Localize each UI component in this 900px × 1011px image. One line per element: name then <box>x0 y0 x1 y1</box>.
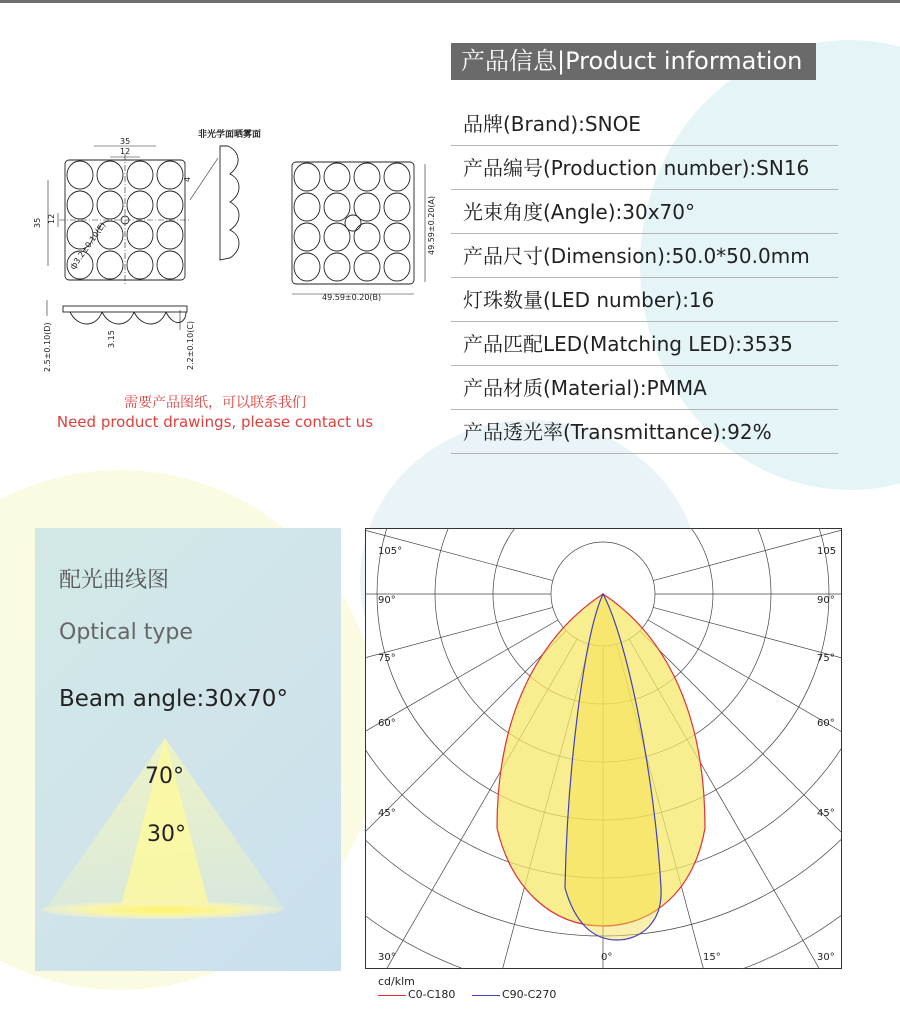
dim-12-side: 12 <box>47 213 56 224</box>
legend-item-c0-c180 <box>378 988 455 1001</box>
lens-outline <box>384 223 410 251</box>
info-row-matching-led: 产品匹配LED(Matching LED):3535 <box>451 322 838 366</box>
lens-outline <box>354 223 380 251</box>
beam-angle: Beam angle:30x70° <box>59 686 288 712</box>
info-row-led-number: 灯珠数量(LED number):16 <box>451 278 838 322</box>
lens-outline <box>384 193 410 221</box>
lens-outline <box>97 161 123 189</box>
chart-unit: cd/klm <box>378 975 415 988</box>
lens-outline <box>324 253 350 281</box>
info-row-angle: 光束角度(Angle):30x70° <box>451 190 838 234</box>
legend-label-c90-c270: C90-C270 <box>502 988 557 1001</box>
legend-item-c90-c270 <box>472 988 556 1001</box>
drawing-note-en: Need product drawings, please contact us <box>56 413 374 431</box>
info-row-brand: 品牌(Brand):SNOE <box>451 102 838 146</box>
dim-12-top: 12 <box>120 147 131 156</box>
drawing-label-surface: 非光学面晒雾面 <box>198 130 262 140</box>
polar-chart <box>365 528 842 969</box>
lens-outline <box>127 191 153 219</box>
lens-outline <box>67 161 93 189</box>
angle-right-105: 105 <box>817 546 837 557</box>
dim-a: 49.59±0.20(A) <box>427 195 436 255</box>
lens-outline <box>97 251 123 279</box>
lens-outline <box>157 191 183 219</box>
lens-outline <box>354 163 380 191</box>
legend-swatch-c0-c180 <box>378 995 406 996</box>
lens-outline <box>384 163 410 191</box>
optical-type-panel <box>35 528 341 971</box>
legend-swatch-c90-c270 <box>472 995 500 996</box>
optical-title-en: Optical type <box>59 620 193 645</box>
lens-outline <box>157 161 183 189</box>
info-row-transmittance: 产品透光率(Transmittance):92% <box>451 410 838 454</box>
dim-35-side: 35 <box>33 217 42 228</box>
top-divider <box>0 0 900 3</box>
dim-b: 49.59±0.20(B) <box>322 293 382 302</box>
info-row-dimension: 产品尺寸(Dimension):50.0*50.0mm <box>451 234 838 278</box>
angle-right-45: 45° <box>817 808 835 819</box>
lens-outline <box>127 161 153 189</box>
lens-outline <box>127 251 153 279</box>
lens-outline <box>294 193 320 221</box>
angle-right-60: 60° <box>817 718 835 729</box>
angle-right-90: 90° <box>817 595 835 606</box>
lens-outline <box>384 253 410 281</box>
angle-right-75: 75° <box>817 653 835 664</box>
angle-right-30: 30° <box>817 952 835 963</box>
angle-left-105: 105° <box>378 546 403 557</box>
lens-outline <box>294 223 320 251</box>
angle-outer-label: 70° <box>145 764 184 789</box>
angle-left-75: 75° <box>378 653 396 664</box>
product-info-title: 产品信息|Product information <box>451 43 816 80</box>
dim-d: 2.5±0.10(D) <box>43 322 52 372</box>
info-row-material: 产品材质(Material):PMMA <box>451 366 838 410</box>
angle-left-45: 45° <box>378 808 396 819</box>
angle-left-30: 30° <box>378 952 396 963</box>
lens-outline <box>324 193 350 221</box>
dim-c: 2.2±0.10(C) <box>186 320 195 370</box>
legend-label-c0-c180: C0-C180 <box>408 988 456 1001</box>
dim-4: 4 <box>183 176 192 182</box>
angle-left-60: 60° <box>378 718 396 729</box>
dim-3-15: 3.15 <box>107 330 116 348</box>
lens-outline <box>157 251 183 279</box>
angle-left-90: 90° <box>378 595 396 606</box>
lens-outline <box>127 221 153 249</box>
lens-outline <box>294 163 320 191</box>
info-row-production-number: 产品编号(Production number):SN16 <box>451 146 838 190</box>
technical-drawing <box>30 120 450 380</box>
lens-outline <box>354 253 380 281</box>
drawing-note-cn: 需要产品图纸，可以联系我们 <box>124 395 306 411</box>
lens-outline <box>294 253 320 281</box>
angle-inner-label: 30° <box>147 822 186 847</box>
lens-outline <box>67 191 93 219</box>
dim-35-top: 35 <box>120 137 131 146</box>
dim-phi: ф3.2±0.10(E) <box>68 220 108 272</box>
lens-outline <box>157 221 183 249</box>
lens-outline <box>97 191 123 219</box>
lens-outline <box>324 163 350 191</box>
optical-title-cn: 配光曲线图 <box>59 568 170 593</box>
angle-bottom-15: 15° <box>703 952 721 963</box>
beam-illustration <box>35 728 341 928</box>
angle-bottom-0: 0° <box>601 952 613 963</box>
